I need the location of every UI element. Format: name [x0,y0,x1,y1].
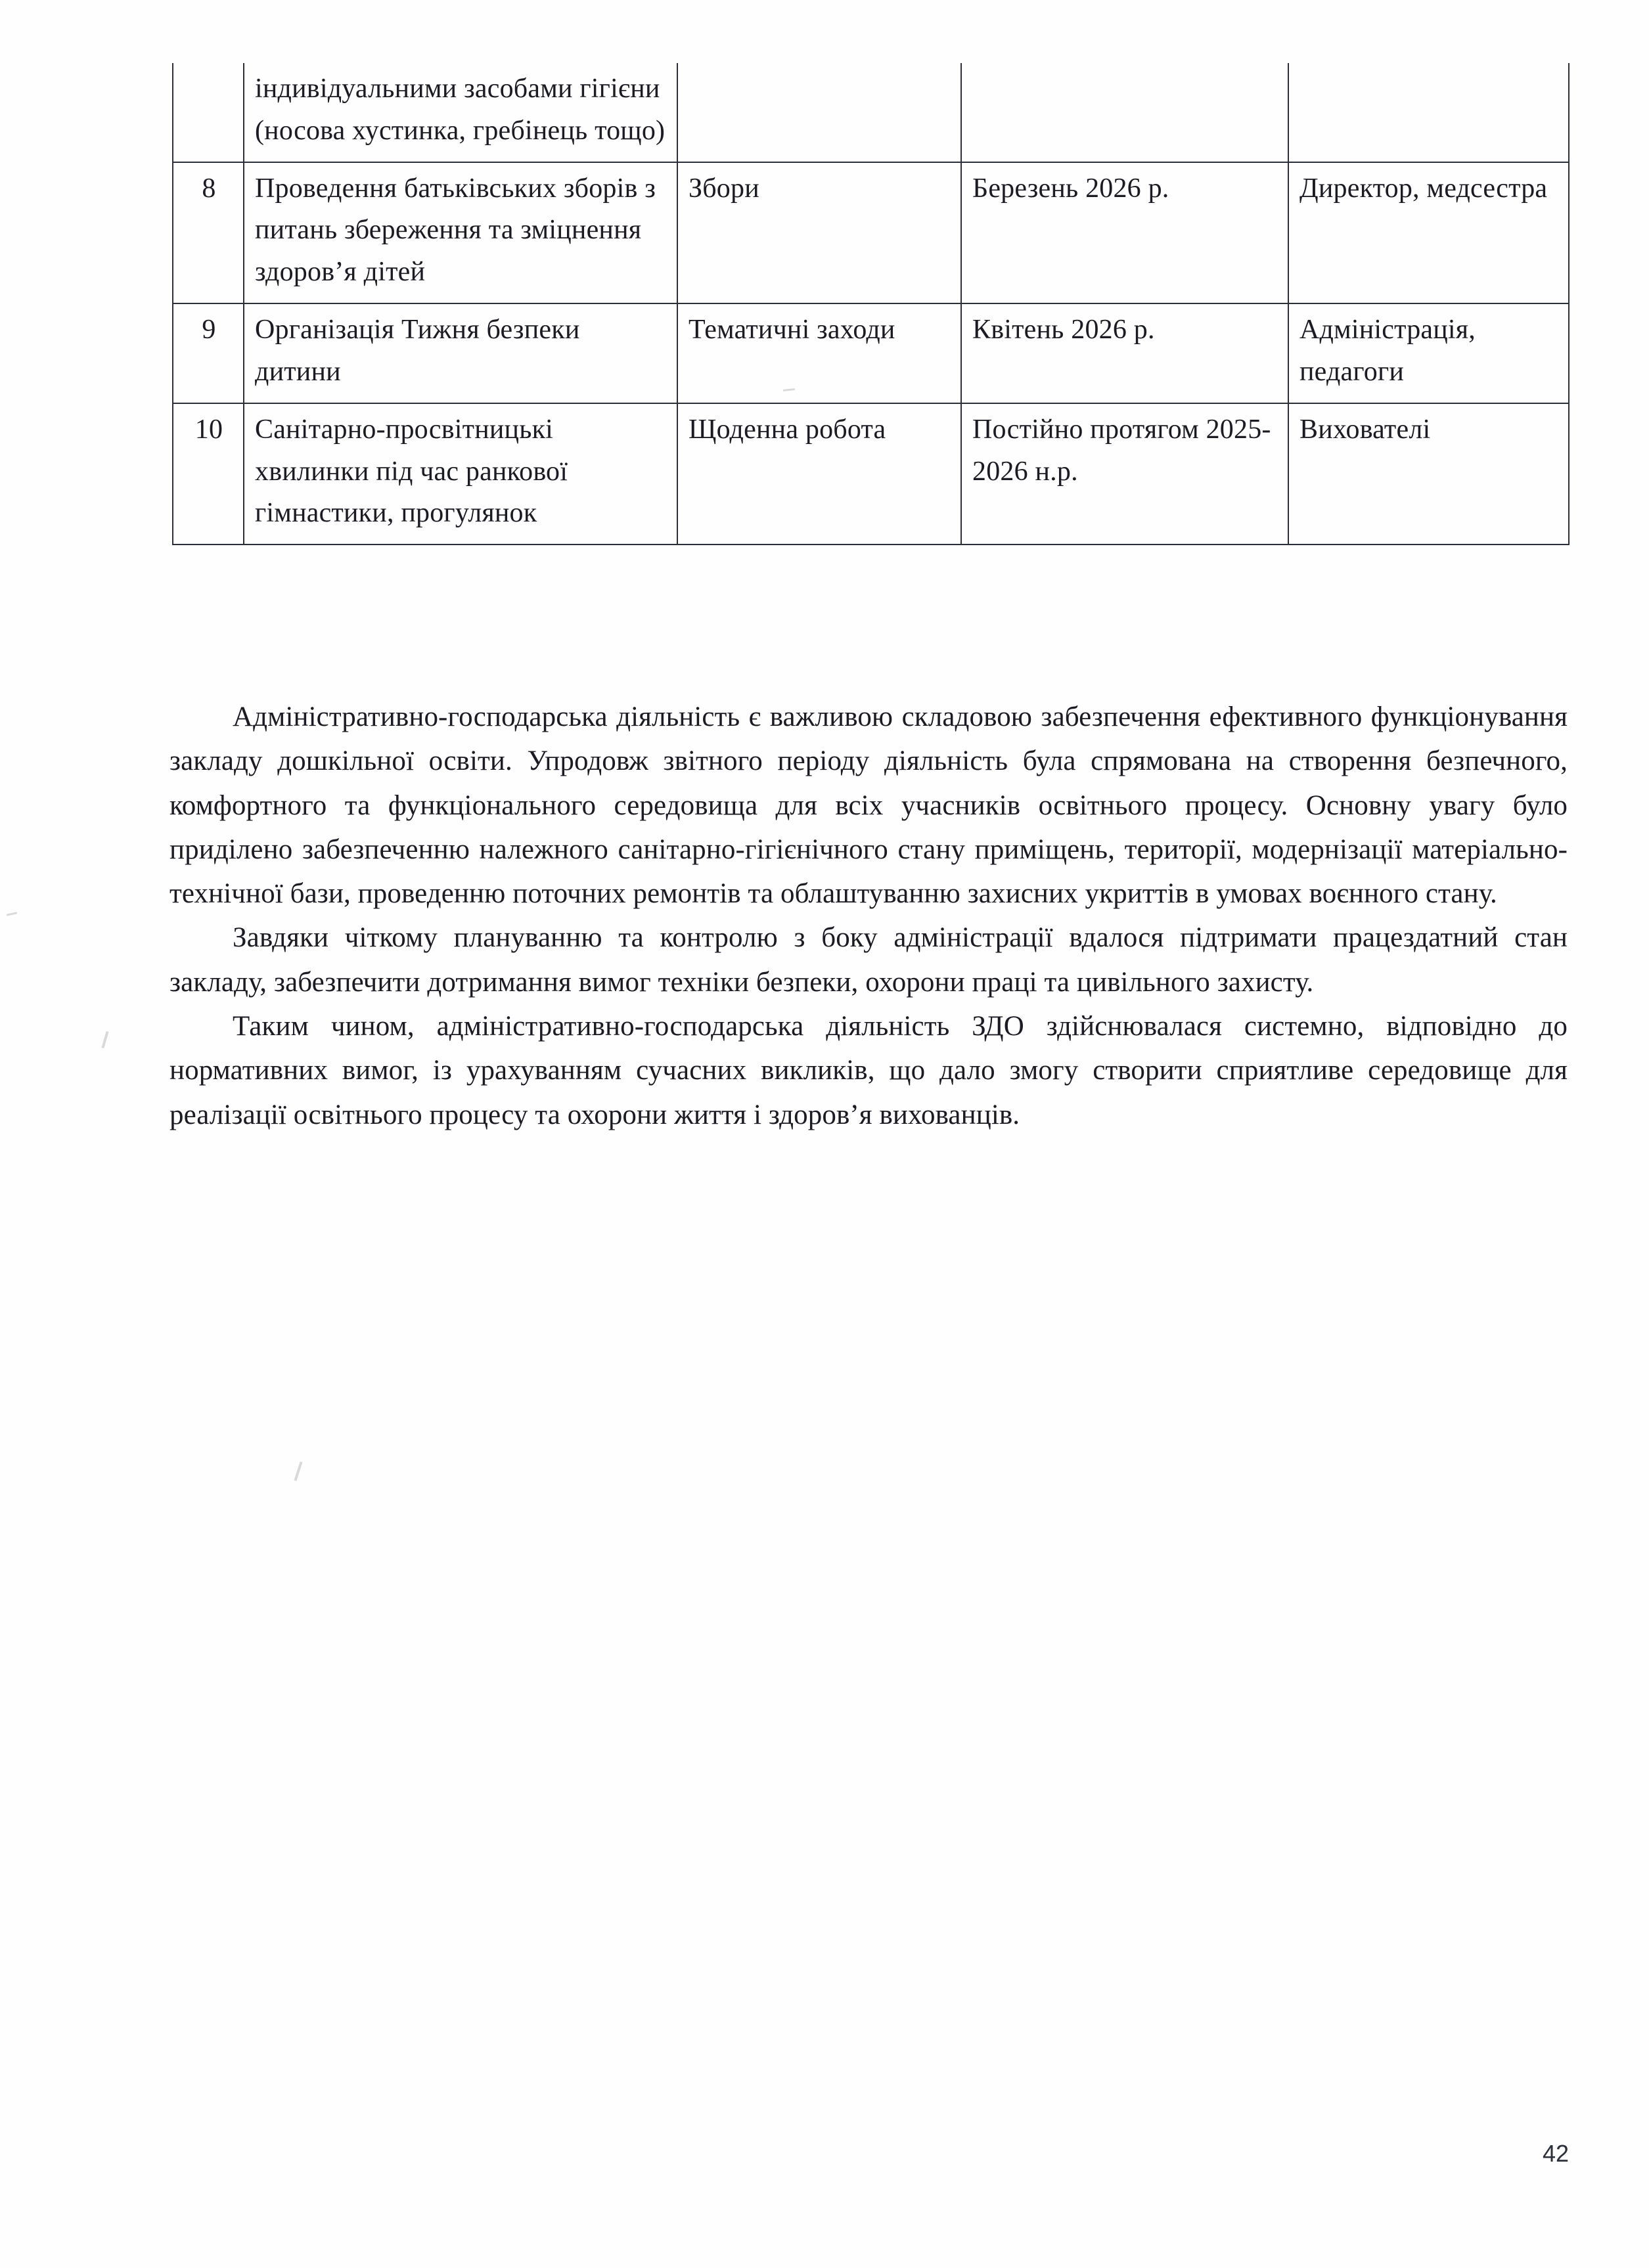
scan-artifact [7,912,17,916]
row-responsible-cell: Директор, медсестра [1288,162,1569,303]
row-responsible-cell: Вихователі [1288,403,1569,545]
row-term-cell: Постійно протягом 2025-2026 н.р. [961,403,1288,545]
body-text [169,695,1568,1137]
measures-table [172,63,1570,545]
scan-artifact [101,1031,108,1048]
table-row [173,63,1569,162]
row-number-cell: 10 [173,403,244,545]
table-row [173,303,1569,403]
row-form-cell: Збори [677,162,961,303]
row-form-cell [677,63,961,162]
row-task-cell: Організація Тижня безпеки дитини [244,303,677,403]
row-form-cell: Тематичні заходи [677,303,961,403]
row-term-cell: Квітень 2026 р. [961,303,1288,403]
paragraph-administrative-activity: Адміністративно-господарська діяльність є важливою складовою забезпечення ефективного функціонування закладу дошкільної освіти. Упродовж звітного періоду діяльність була спрямована на створення безпечного, комфортного та функціонального середовища для всіх учасників освітнього процесу. Основну увагу було приділено забезпеченню належного санітарно-гігієнічного стану приміщень, території, модернізації матеріально-технічної бази, проведенню поточних ремонтів та облаштуванню захисних укриттів в умовах воєнного стану. [169,701,1568,910]
row-task-cell: Проведення батьківських зборів з питань збереження та зміцнення здоров’я дітей [244,162,677,303]
page-number: 42 [1542,2140,1569,2167]
paragraph-planning-control: Завдяки чіткому плануванню та контролю з боку адміністрації вдалося підтримати працездатний стан закладу, забезпечити дотримання вимог техніки безпеки, охорони праці та цивільного захисту. [169,922,1568,998]
row-number-cell: 9 [173,303,244,403]
row-form-cell: Щоденна робота [677,403,961,545]
measures-table-wrapper [172,63,1568,545]
table-row [173,403,1569,545]
row-term-cell: Березень 2026 р. [961,162,1288,303]
row-term-cell [961,63,1288,162]
row-task-cell: Санітарно-просвітницькі хвилинки під час ранкової гімнастики, прогулянок [244,403,677,545]
row-task-cell: індивідуальними засобами гігієни (носова хустинка, гребінець тощо) [244,63,677,162]
table-row [173,162,1569,303]
paragraph-conclusion: Таким чином, адміністративно-господарська діяльність ЗДО здійснювалася системно, відповідно до нормативних вимог, із урахуванням сучасних викликів, що дало змогу створити сприятливе середовище для реалізації освітнього процесу та охорони життя і здоров’я вихованців. [169,1010,1568,1130]
row-responsible-cell [1288,63,1569,162]
row-responsible-cell: Адміністрація, педагоги [1288,303,1569,403]
scan-artifact [294,1461,302,1481]
row-number-cell: 8 [173,162,244,303]
row-number-cell [173,63,244,162]
